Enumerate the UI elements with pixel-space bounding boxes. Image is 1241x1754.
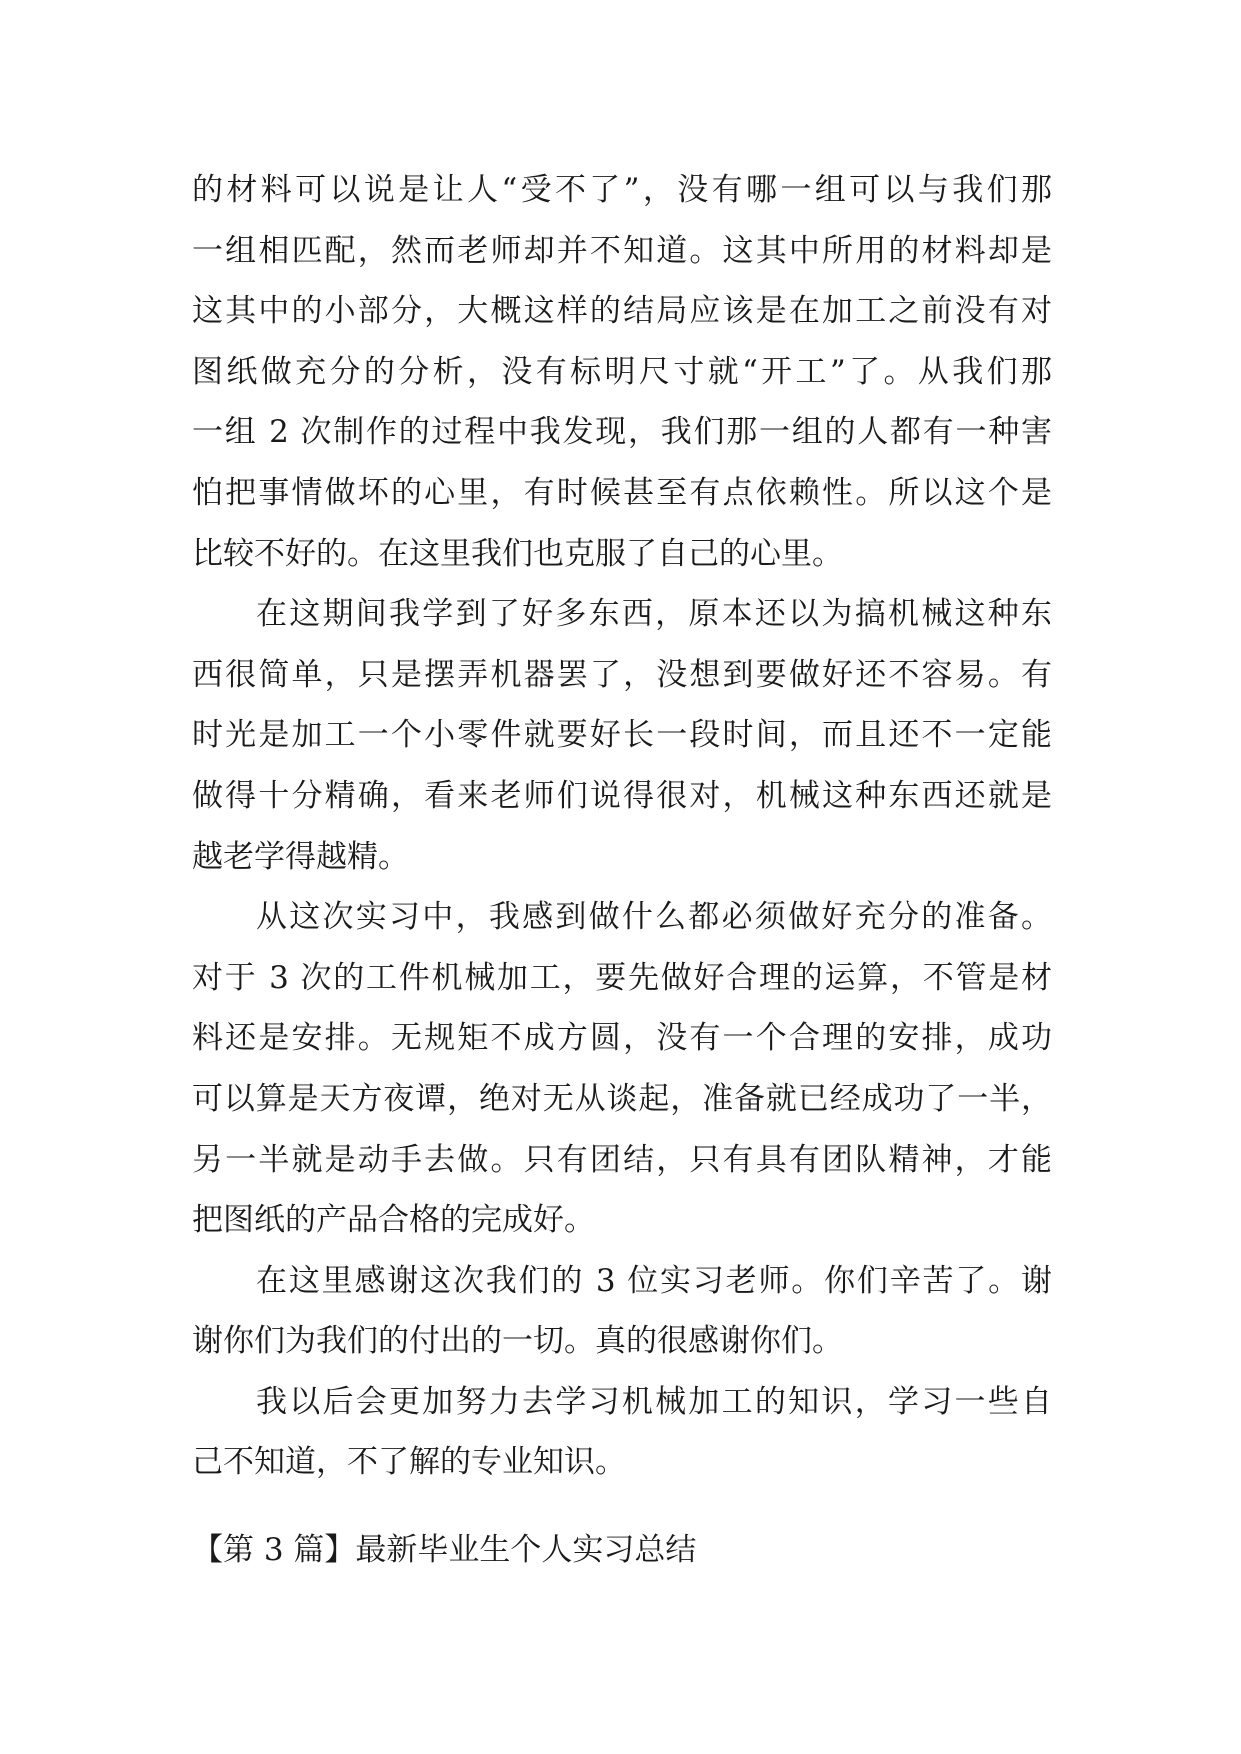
- text-line: 可以算是天方夜谭，绝对无从谈起，准备就已经成功了一半，: [192, 1080, 1052, 1117]
- text-line: 我以后会更加努力去学习机械加工的知识，学习一些自: [256, 1383, 1052, 1420]
- paragraph: [192, 584, 1052, 887]
- document-body: [192, 160, 1052, 1493]
- text-line: 一组 2 次制作的过程中我发现，我们那一组的人都有一种害: [192, 414, 1052, 451]
- text-line: 怕把事情做坏的心里，有时候甚至有点依赖性。所以这个是: [192, 474, 1052, 511]
- text-line: 另一半就是动手去做。只有团结，只有具有团队精神，才能: [192, 1141, 1052, 1178]
- text-line: 从这次实习中，我感到做什么都必须做好充分的准备。: [256, 899, 1052, 936]
- text-line: 的材料可以说是让人“受不了”，没有哪一组可以与我们那: [192, 172, 1052, 208]
- section-heading: 【第 3 篇】最新毕业生个人实习总结: [192, 1532, 697, 1568]
- text-line: 在这期间我学到了好多东西，原本还以为搞机械这种东: [256, 596, 1052, 633]
- text-line: 己不知道，不了解的专业知识。: [192, 1444, 626, 1481]
- text-line: 比较不好的。在这里我们也克服了自己的心里。: [192, 535, 843, 572]
- text-line: 这其中的小部分，大概这样的结局应该是在加工之前没有对: [192, 293, 1052, 330]
- text-line: 西很简单，只是摆弄机器罢了，没想到要做好还不容易。有: [192, 656, 1052, 693]
- text-line: 谢你们为我们的付出的一切。真的很感谢你们。: [192, 1323, 843, 1360]
- text-line: 把图纸的产品合格的完成好。: [192, 1202, 595, 1239]
- text-line: 做得十分精确，看来老师们说得很对，机械这种东西还就是: [192, 777, 1052, 814]
- text-line: 图纸做充分的分析，没有标明尺寸就“开工”了。从我们那: [192, 353, 1052, 390]
- paragraph: [192, 1372, 1052, 1493]
- paragraph: [192, 1251, 1052, 1372]
- text-line: 一组相匹配，然而老师却并不知道。这其中所用的材料却是: [192, 232, 1052, 269]
- text-line: 对于 3 次的工件机械加工，要先做好合理的运算，不管是材: [192, 959, 1052, 996]
- text-line: 时光是加工一个小零件就要好长一段时间，而且还不一定能: [192, 717, 1052, 754]
- paragraph: [192, 160, 1052, 584]
- text-line: 料还是安排。无规矩不成方圆，没有一个合理的安排，成功: [192, 1020, 1052, 1057]
- paragraph: [192, 887, 1052, 1251]
- text-line: 在这里感谢这次我们的 3 位实习老师。你们辛苦了。谢: [256, 1262, 1052, 1299]
- text-line: 越老学得越精。: [192, 838, 409, 875]
